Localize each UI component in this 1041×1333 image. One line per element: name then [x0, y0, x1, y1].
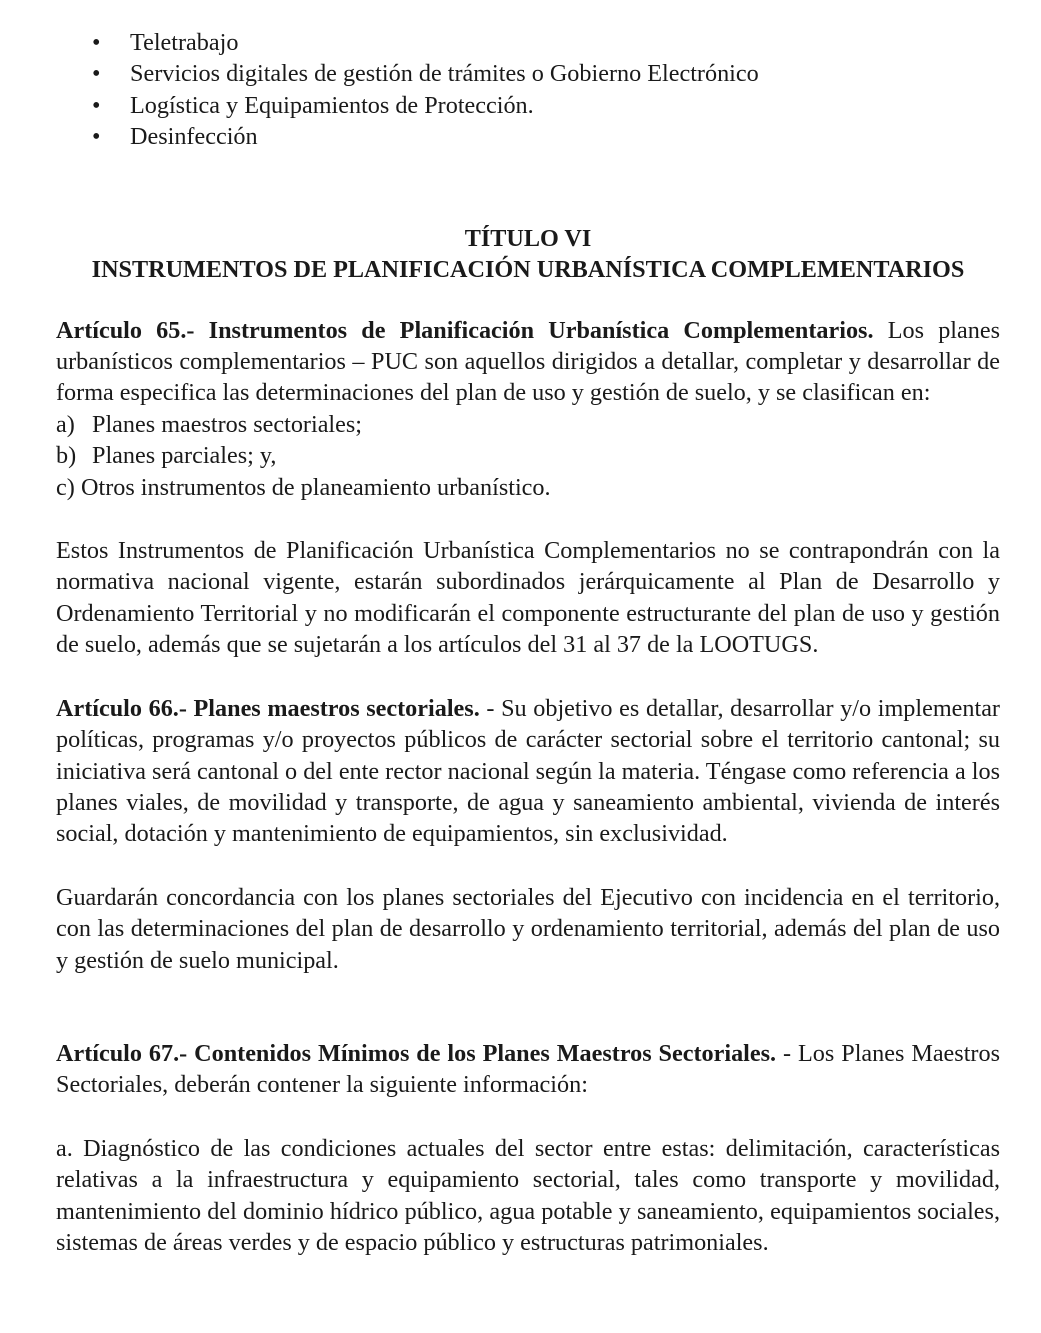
article-65 [56, 315, 1000, 409]
article-65-items [56, 409, 1000, 503]
article-66-body: - Su objetivo es detallar, desarrollar y/o implementar políticas, programas y/o proyectos públicos de carácter sectorial sobre el territorio cantonal; su iniciativa será cantonal o del ente rector nacional según la materia. Téngase como referencia a los planes viales, de movilidad y transporte, de agua y saneamiento ambiental, vivienda de interés social, dotación y mantenimiento de equipamientos, sin exclusividad. [56, 694, 1000, 848]
list-item [56, 472, 1000, 503]
article-65-body: Los planes urbanísticos complementarios – PUC son aquellos dirigidos a detallar, completar y desarrollar de forma especifica las determinaciones del plan de uso y gestión de suelo, y se clasifican en: [56, 316, 1000, 407]
document-page [56, 27, 1000, 1258]
article-66-heading: Artículo 66.- Planes maestros sectoriales. [56, 694, 480, 722]
article-67-heading: Artículo 67.- Contenidos Mínimos de los Planes Maestros Sectoriales. [56, 1039, 777, 1067]
item-marker: b) [56, 442, 77, 470]
article-65-heading: Artículo 65.- Instrumentos de Planificación Urbanística Complementarios. [56, 316, 874, 344]
list-item: • Logística y Equipamientos de Protección. [92, 90, 1000, 121]
item-marker: c) [56, 473, 75, 501]
article-66-closing: Guardarán concordancia con los planes sectoriales del Ejecutivo con incidencia en el territorio, con las determinaciones del plan de desarrollo y ordenamiento territorial, además del plan de uso y gestión de suelo municipal. [56, 883, 1000, 974]
article-67-body: - Los Planes Maestros Sectoriales, deberán contener la siguiente información: [56, 1039, 1000, 1099]
section-title [56, 223, 1000, 285]
list-item: • Desinfección [92, 121, 1000, 152]
title-text: INSTRUMENTOS DE PLANIFICACIÓN URBANÍSTICA COMPLEMENTARIOS [91, 255, 965, 283]
item-marker: a) [56, 410, 75, 438]
article-66 [56, 693, 1000, 850]
item-text: Planes parciales; y, [92, 442, 277, 470]
title-number: TÍTULO VI [464, 224, 592, 252]
item-text: Planes maestros sectoriales; [92, 410, 363, 438]
item-text: Otros instrumentos de planeamiento urbanístico. [81, 473, 551, 501]
article-67 [56, 1038, 1000, 1101]
list-item: • Servicios digitales de gestión de trámites o Gobierno Electrónico [92, 58, 1000, 89]
article-65-closing: Estos Instrumentos de Planificación Urbanística Complementarios no se contrapondrán con la normativa nacional vigente, estarán subordinados jerárquicamente al Plan de Desarrollo y Ordenamiento Territorial y no modificarán el componente estructurante del plan de uso y gestión de suelo, además que se sujetarán a los artículos del 31 al 37 de la LOOTUGS. [56, 537, 1000, 659]
list-item [56, 409, 1000, 440]
bullet-list [56, 27, 1000, 153]
list-item: • Teletrabajo [92, 27, 1000, 58]
list-item [56, 440, 1000, 471]
article-67-item-a: a. Diagnóstico de las condiciones actuales del sector entre estas: delimitación, características relativas a la infraestructura y equipamiento sectorial, tales como transporte y movilidad, mantenimiento del dominio hídrico público, agua potable y saneamiento, equipamientos sociales, sistemas de áreas verdes y de espacio público y estructuras patrimoniales. [56, 1134, 1000, 1256]
